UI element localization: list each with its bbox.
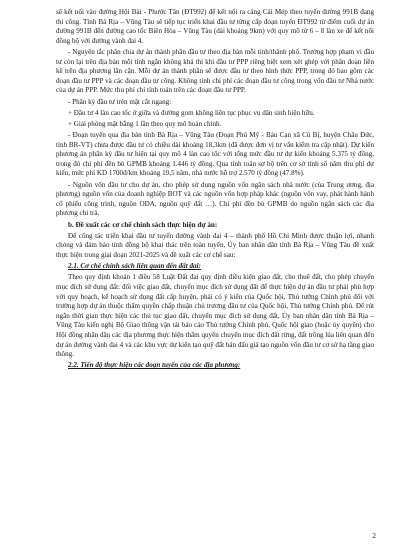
paragraph-4: + Đầu tư 4 làn cao tốc ở giữa và đường gom không liên tục phục vụ dân sinh hiện hữu. xyxy=(68,108,315,117)
paragraph-5: + Giải phóng mặt bằng 1 lần theo quy mô hoàn chỉnh. xyxy=(68,119,222,128)
section-heading-b: b. Đề xuất các cơ chế chính sách thực hiện dự án: xyxy=(68,220,218,229)
paragraph-9: Để công tác triển khai đầu tư tuyến đường vành đai 4 – thành phố Hồ Chí Minh được thuận lợi, nhanh chóng và đảm bảo tính đồng bộ khai thác trên toàn tuyến, Ủy ban nhân dân tỉnh Bà Rịa – Vũng Tàu đề xuất thực hiện trong giai đoạn 2021-2025 và đề xuất các cơ chế sau: xyxy=(56,231,374,259)
subsection-heading-2-1: 2.1. Cơ chế chính sách liên quan đến đất đai: xyxy=(68,262,201,271)
paragraph-1: sẽ kết nối vào đường Hội Bài - Phước Tân (ĐT992) để kết nối ra cảng Cái Mép theo tuyến đường 991B đang thi công. Tỉnh Bà Rịa – Vũng Tàu sẽ tiếp tục triển khai đầu tư từng cấp đoạn tuyến ĐT992 từ điểm cuối dự án đường 991B đến đường cao tốc Biên Hòa – Vũng Tàu (dài khoảng 9km) với quy mô từ 6 – 8 làn xe để kết nối đồng bộ với đường vành đai 4. xyxy=(56,8,374,45)
paragraph-7: - Nguồn vốn đầu tư cho dự án, cho phép sử dụng nguồn vốn ngân sách nhà nước (của Trung ương, địa phương) nguồn vốn của doanh nghiệp BOT và các nguồn vốn hợp pháp khác (nguồn vốn vay, phát hành hành cổ phiếu công trình, nguồn ODA, nguồn quỹ đất …). Chi phí đền bù GPMB do nguồn ngân sách các địa phương chi trả. xyxy=(56,180,374,218)
page-number: 2 xyxy=(372,531,376,540)
paragraph-6: - Đoạn tuyến qua địa bàn tỉnh Bà Rịa – Vũng Tàu (Đoạn Phú Mỹ - Bàu Cạn xã Cù Bị, huyện Châu Đức, tỉnh BR-VT) chưa được đầu tư có chiều dài khoảng 18,3km (đã được đơn vị tư vấn kiểm tra cập nhật). Dự kiến phương án phân kỳ đầu tư hiện tại quy mô 4 làn cao tốc với tổng mức đầu tư dự kiến khoảng 5.375 tỷ đồng, trong đó chi phí đền bù GPMB khoảng 1.446 tỷ đồng. Qua tính toán sơ bộ trên cơ sở tính số năm thu phí dự kiến, mức phí KD 1700đ/km khoảng 19,5 năm, nhà nước hỗ trợ 2.570 tỷ đồng (47.8%). xyxy=(56,131,374,178)
subsection-heading-2-2: 2.2. Tiến độ thực hiện các đoạn tuyến của các địa phương: xyxy=(68,361,241,370)
paragraph-2: - Nguyên tắc phân chia dự án thành phần đầu tư theo địa bàn mỗi tỉnh/thành phố. Trường hợp phạm vi đầu tư còn lại trên địa bàn mỗi tỉnh ngắn không khả thi khi đầu tư PPP riêng biệt xem xét ghép với phân đoạn liền kề trên địa phương lân cận. Mỗi dự án thành phần sẽ được đầu tư theo hình thức PPP, trong đó bao gồm các đoạn đầu tư PPP và các đoạn đầu tư công. Không tính chi phí các đoạn đầu tư công trong vốn đầu tư Nhà nước của dự án PPP. Mức thu phí chỉ tính toán trên các đoạn đầu tư PPP. xyxy=(56,47,374,95)
paragraph-3: - Phân kỳ đầu tư trên mặt cắt ngang: xyxy=(68,97,172,106)
paragraph-11: Theo quy định khoản 1 điều 58 Luật Đất đai quy định điều kiện giao đất, cho thuê đất, cho phép chuyển mục đích sử dụng đất: đối việc giao đất, chuyển mục đích sử dụng đất để thực hiện dự án đầu tư phải phù hợp với quy hoạch, kế hoạch sử dụng đất cấp huyện, phải có ý kiến của Quốc hội, Thủ tướng Chính phủ đối với trường hợp dự án thuộc thẩm quyền chấp thuận chủ trương đầu tư của Quốc hội, Thủ tướng Chính phủ. Để rút ngắn thời gian thực hiện các thủ tục giao đất, chuyển mục đích sử dụng đất, Ủy ban nhân dân tỉnh Bà Rịa – Vũng Tàu kiến nghị Bộ Giao thông vận tải báo cáo Thủ tướng Chính phủ, Quốc hội giao (hoặc ủy quyền) cho Hội đồng nhân dân các địa phương thực hiện thẩm quyền chuyển mục đích đất rừng, đất trồng lúa liên quan đến dự án đường vành đai 4 và các khu vực dự kiến tạo quỹ đất bán đấu giá tạo nguồn vốn đầu tư cơ sở hạ tầng giao thông. xyxy=(56,273,374,359)
